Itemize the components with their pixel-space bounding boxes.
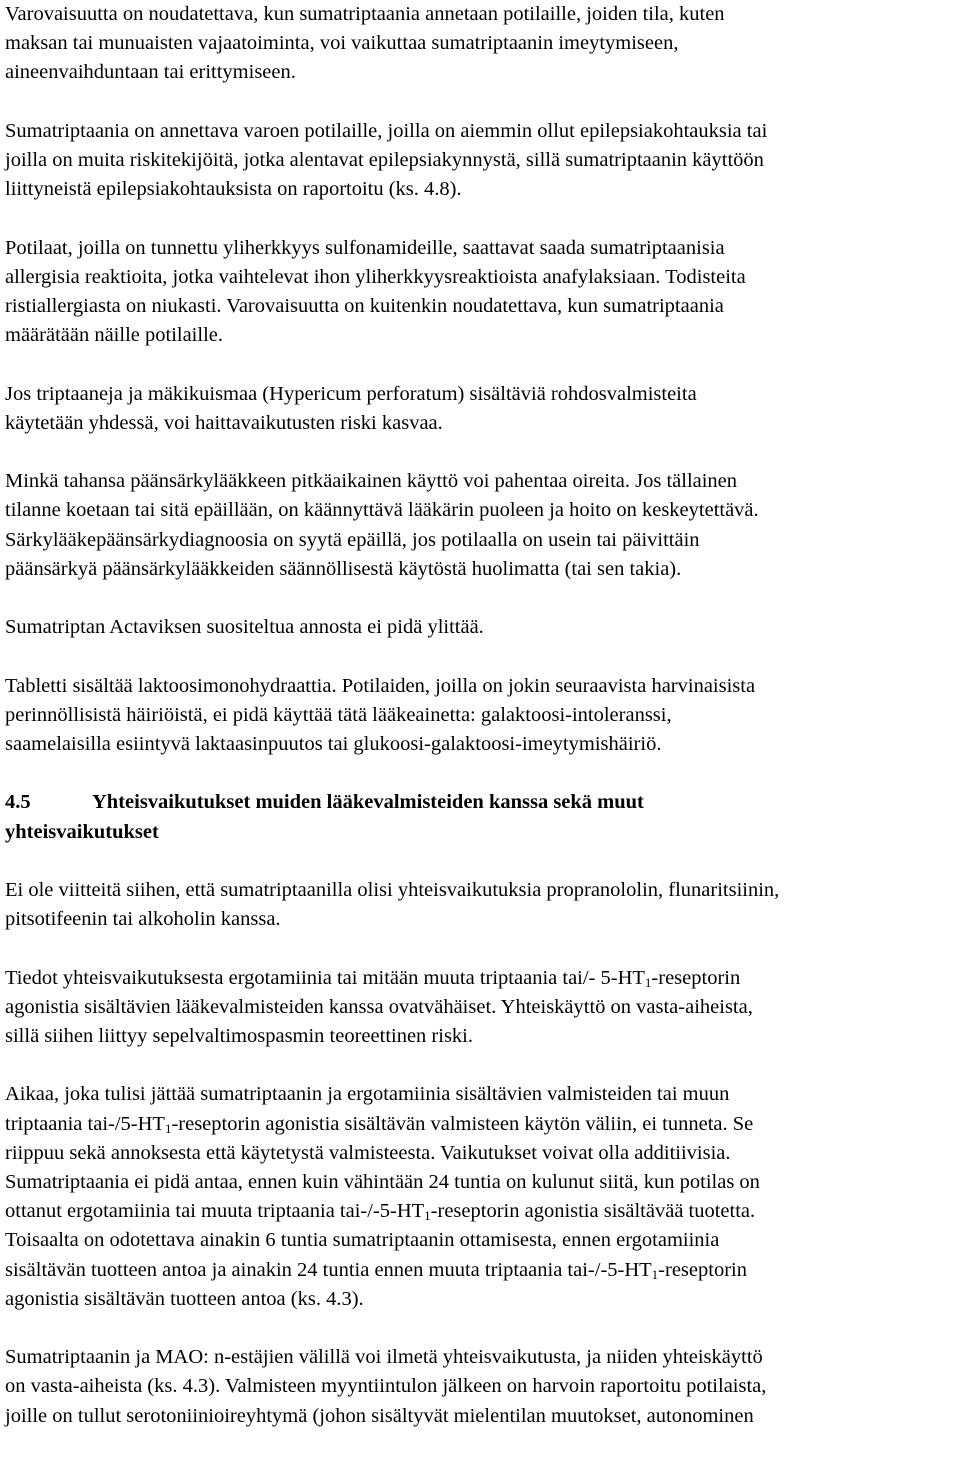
paragraph-caution-epilepsy: Sumatriptaania on annettava varoen potilaille, joilla on aiemmin ollut epilepsiakohtauksia tai joilla on muita riskitekijöitä, jotka alentavat epilepsiakynnystä, sillä sumatriptaanin käyttöön liittyneistä epilepsiakohtauksista on raportoitu (ks. 4.8).: [5, 119, 768, 201]
section-title-continued: yhteisvaikutukset: [5, 820, 159, 843]
paragraph-no-interactions: Ei ole viitteitä siihen, että sumatriptaanilla olisi yhteisvaikutuksia propranololin, flunaritsiinin, pitsotifeenin tai alkoholin kanssa.: [5, 878, 780, 931]
paragraph-mao-inhibitors: Sumatriptaanin ja MAO: n-estäjien välillä voi ilmetä yhteisvaikutusta, ja niiden yhteiskäyttö on vasta-aiheista (ks. 4.3). Valmisteen myyntiintulon jälkeen on harvoin raportoitu potilaista, joille on tullut serotoniinioireyhtymä (johon sisältyvät mielentilan muutokset, autonominen: [5, 1346, 767, 1427]
paragraph-max-dose: Sumatriptan Actaviksen suositeltua annosta ei pidä ylittää.: [5, 616, 484, 639]
paragraph-sulfonamide-allergy: Potilaat, joilla on tunnettu yliherkkyys sulfonamideille, saattavat saada sumatriptaanisia allergisia reaktioita, jotka vaihtelevat ihon yliherkkyysreaktioista anafylaksiaan. Todisteita ristiallergiasta on niukasti. Varovaisuutta on kuitenkin noudatettava, kun sumatriptaania määrätään näille potilaille.: [5, 236, 746, 347]
text-run: Aikaa, joka tulisi jättää sumatriptaanin ja ergotamiinia sisältävien valmisteiden tai muun triptaania tai-/5-HT: [5, 1083, 730, 1135]
paragraph-medication-overuse: Minkä tahansa päänsärkylääkkeen pitkäaikainen käyttö voi pahentaa oireita. Jos tällainen tilanne koetaan tai sitä epäillään, on käännyttävä lääkärin puoleen ja hoito on keskeytettävä. Särkylääkepäänsärkydiagnoosia on syytä epäillä, jos potilaalla on usein tai päivittäin päänsärkyä päänsärkylääkkeiden säännöllisestä käytöstä huolimatta (tai sen takia).: [5, 470, 759, 580]
subscript: 1: [164, 1120, 172, 1136]
subscript: 1: [424, 1208, 431, 1224]
text-run: -reseptorin agonistia sisältävien lääkevalmisteiden kanssa ovatvähäiset. Yhteiskäyttö on vasta-aiheista, sillä siihen liittyy sepelvaltimospasmin teoreettinen riski.: [5, 966, 753, 1047]
text-run: Tiedot yhteisvaikutuksesta ergotamiinia tai mitään muuta triptaania tai/- 5-HT: [5, 966, 645, 989]
text-run: -reseptorin agonistia sisältävää tuotetta. Toisaalta on odotettava ainakin 6 tuntia sumatriptaanin ottamisesta, ennen ergotamiinia sisältävän tuotteen antoa ja ainakin 24 tuntia ennen muuta triptaania tai-/-5-HT: [5, 1200, 756, 1281]
paragraph-st-johns-wort: Jos triptaaneja ja mäkikuismaa (Hypericum perforatum) sisältäviä rohdosvalmisteita käytetään yhdessä, voi haittavaikutusten riski kasvaa.: [5, 382, 697, 434]
paragraph-lactose: Tabletti sisältää laktoosimonohydraattia. Potilaiden, joilla on jokin seuraavista harvinaisista perinnöllisistä häiriöistä, ei pidä käyttää tätä lääkeainetta: galaktoosi-intoleranssi, saamelaisilla esiintyvä laktaasinpuutos tai glukoosi-galaktoosi-imeytymishäiriö.: [5, 674, 756, 755]
paragraph-caution-liver-kidney: Varovaisuutta on noudatettava, kun sumatriptaania annetaan potilaille, joiden tila, kuten maksan tai munuaisten vajaatoiminta, voi vaikuttaa sumatriptaanin imeytymiseen, aineenvaihduntaan tai erittymiseen.: [5, 3, 725, 84]
section-title: Yhteisvaikutukset muiden lääkevalmisteiden kanssa sekä muut: [92, 791, 644, 814]
document-page: [5, 0, 960, 1460]
paragraph-time-interval: [5, 1080, 960, 1314]
subscript: 1: [651, 1266, 659, 1282]
text-run: -reseptorin agonistia sisältävän tuotteen antoa (ks. 4.3).: [5, 1258, 747, 1310]
subscript: 1: [644, 974, 652, 990]
paragraph-ergotamine-interactions: [5, 964, 960, 1052]
section-heading-4-5: [5, 788, 960, 846]
section-number: 4.5: [5, 791, 31, 814]
text-run: -reseptorin agonistia sisältävän valmisteen käytön väliin, ei tunneta. Se riippuu sekä annoksesta että käytetystä valmisteesta. Vaikutukset voivat olla additiivisia. Sumatriptaania ei pidä antaa, ennen kuin vähintään 24 tuntia on kulunut siitä, kun potilas on ottanut ergotamiinia tai muuta triptaania tai-/-5-HT: [5, 1112, 760, 1223]
